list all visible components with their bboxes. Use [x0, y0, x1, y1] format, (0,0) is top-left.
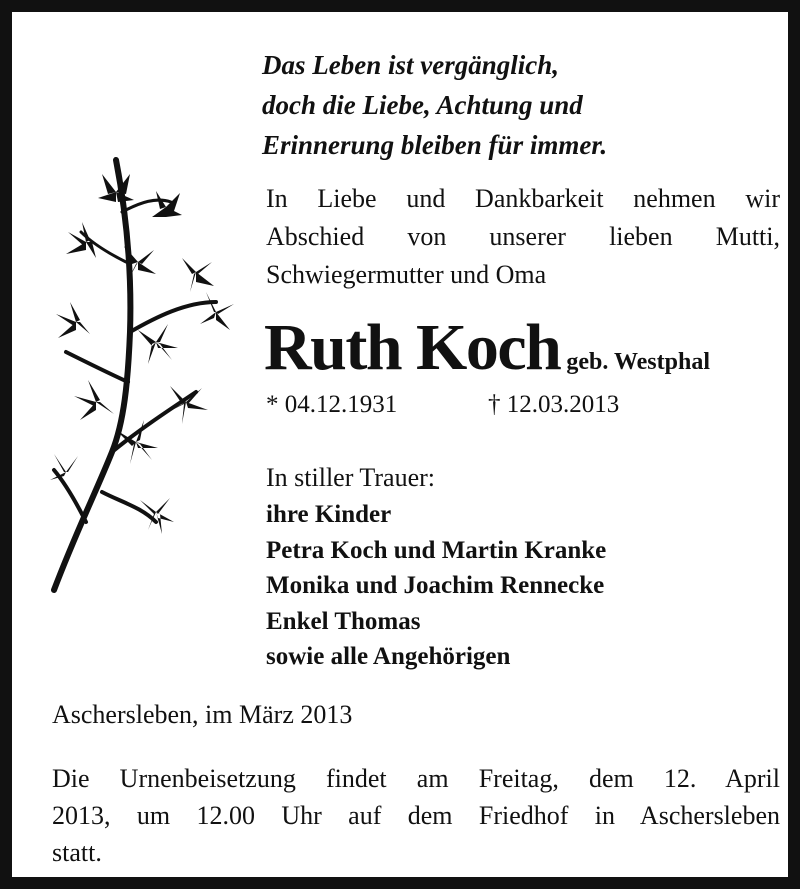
forsythia-branch-illustration: [46, 152, 250, 597]
life-dates: [266, 388, 620, 422]
mourners-list: [266, 497, 606, 675]
mourner-line: sowie alle Angehörigen: [266, 643, 511, 670]
farewell-intro: [266, 180, 780, 294]
burial-line: Die Urnenbeisetzung findet am Freitag, dem 12. April: [52, 764, 780, 793]
motto-line: Erinnerung bleiben für immer.: [262, 130, 608, 160]
motto-line: Das Leben ist vergänglich,: [262, 50, 559, 80]
mourner-line: Enkel Thomas: [266, 607, 421, 635]
burial-line: statt.: [52, 838, 102, 867]
deceased-name: Ruth Koch: [264, 311, 561, 384]
motto-line: doch die Liebe, Achtung und: [262, 90, 583, 120]
intro-line: Schwiegermutter und Oma: [266, 260, 547, 289]
place-date: Aschersleben, im März 2013: [52, 700, 353, 729]
death-date: † 12.03.2013: [488, 391, 620, 418]
mourner-line: Monika und Joachim Rennecke: [266, 572, 605, 599]
mourner-line: Petra Koch und Martin Kranke: [266, 536, 607, 564]
birth-date: * 04.12.1931: [266, 391, 398, 418]
burial-line: 2013, um 12.00 Uhr auf dem Friedhof in Aschersleben: [52, 801, 780, 830]
deceased-name-line: [264, 308, 710, 388]
maiden-name: geb. Westphal: [566, 349, 710, 375]
intro-line: In Liebe und Dankbarkeit nehmen wir: [266, 184, 780, 213]
burial-notice: [52, 760, 780, 871]
mourner-line: ihre Kinder: [266, 501, 392, 528]
mourning-heading: In stiller Trauer:: [266, 463, 435, 492]
intro-line: Abschied von unserer lieben Mutti,: [266, 222, 780, 251]
motto: [262, 45, 782, 165]
